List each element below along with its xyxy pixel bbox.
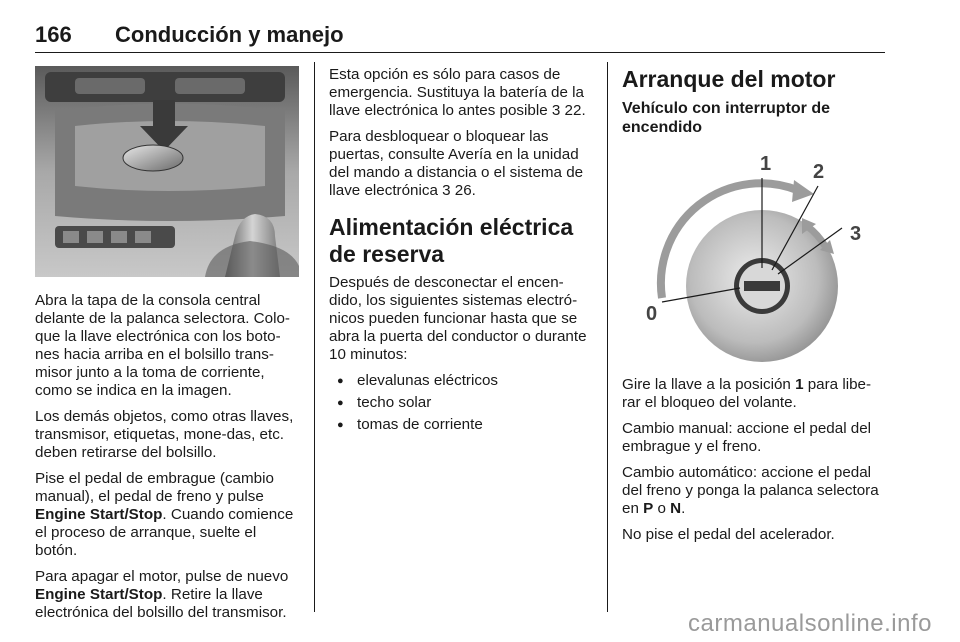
page-reference-22: 3 22. — [551, 102, 586, 119]
turn-key-text: Gire la llave a la posición — [622, 376, 796, 393]
column-1 — [35, 292, 299, 630]
paragraph-3-text-end: . Cuando comience el proceso de arranque, suelte el botón. — [35, 506, 294, 559]
list-item: ● techo solar — [329, 394, 593, 412]
emergency-paragraph — [329, 66, 593, 120]
systems-list — [329, 372, 593, 434]
automatic-text: Cambio automático: accione el pedal del freno y ponga la palanca selectora en — [622, 464, 879, 517]
paragraph-4-text: Para apagar el motor, pulse de nuevo — [35, 568, 289, 585]
list-item: ● elevalunas eléctricos — [329, 372, 593, 390]
paragraph-3-text: Pise el pedal de embrague (cambio manual), el pedal de freno y pulse — [35, 470, 274, 505]
unlock-paragraph — [329, 128, 593, 200]
section-heading-engine-start: Arranque del motor — [622, 66, 836, 92]
ignition-switch-illustration — [622, 148, 886, 362]
accelerator-paragraph: No pise el pedal del acelerador. — [622, 526, 835, 543]
gear-p-label: P — [643, 500, 654, 517]
paragraph-1: Abra la tapa de la consola central delante de la palanca selectora. Colo-que la llave electrónica con los boto-nes hacia arriba en el bolsillo trans-misor junto a la toma de corriente, como se indica en la imagen. — [35, 292, 290, 399]
section-heading-reserve-power: Alimentación eléctrica de reserva — [329, 214, 574, 267]
unlock-text: Para desbloquear o bloquear las puertas, consulte Avería en la unidad del mando a distancia o el sistema de llave electrónica — [329, 128, 584, 199]
engine-start-stop-label-2: Engine Start/Stop — [35, 586, 163, 603]
position-label-2: 2 — [813, 161, 825, 183]
subheading-ignition-switch: Vehículo con interruptor de encendido — [622, 100, 831, 136]
column-3 — [622, 66, 886, 145]
column-divider-2 — [607, 62, 608, 612]
page-reference-26: 3 26. — [442, 182, 476, 199]
position-label-1: 1 — [760, 153, 772, 175]
paragraph-4-text-end: . Retire la llave electrónica del bolsillo del transmisor. — [35, 586, 287, 621]
page-number: 166 — [35, 22, 72, 47]
watermark: carmanualsonline.info — [688, 610, 932, 637]
console-illustration — [35, 66, 299, 277]
position-label-0: 0 — [646, 303, 658, 325]
column-2 — [329, 66, 593, 438]
reserve-power-paragraph: Después de desconectar el encen-dido, los siguientes sistemas electró-nicos pueden funcionar hasta que se abra la puerta del conductor o durante 10 minutos: — [329, 274, 587, 363]
console-photo — [35, 66, 299, 277]
turn-key-paragraph — [622, 376, 886, 412]
engine-start-stop-label: Engine Start/Stop — [35, 506, 163, 523]
paragraph-4 — [35, 568, 299, 622]
paragraph-2: Los demás objetos, como otras llaves, transmisor, etiquetas, mone-das, etc. deben retirarse del bolsillo. — [35, 408, 294, 461]
turn-key-text-end: para libe-rar el bloqueo del volante. — [622, 376, 872, 411]
list-item: ● tomas de corriente — [329, 416, 593, 434]
position-label-3: 3 — [850, 223, 862, 245]
header-rule — [35, 52, 885, 53]
manual-gearbox-paragraph: Cambio manual: accione el pedal del embrague y el freno. — [622, 420, 872, 455]
column-3-text — [622, 376, 886, 552]
position-1-ref: 1 — [795, 376, 804, 393]
page-header — [35, 22, 885, 52]
automatic-text-end: . — [681, 500, 686, 517]
automatic-gearbox-paragraph — [622, 464, 886, 518]
automatic-text-mid: o — [653, 500, 671, 517]
ignition-diagram — [622, 148, 886, 362]
chapter-title: Conducción y manejo — [115, 22, 344, 47]
gear-n-label: N — [670, 500, 682, 517]
paragraph-3 — [35, 470, 299, 560]
column-divider-1 — [314, 62, 315, 612]
emergency-text: Esta opción es sólo para casos de emergencia. Sustituya la batería de la llave electrónica lo antes posible — [329, 66, 584, 119]
